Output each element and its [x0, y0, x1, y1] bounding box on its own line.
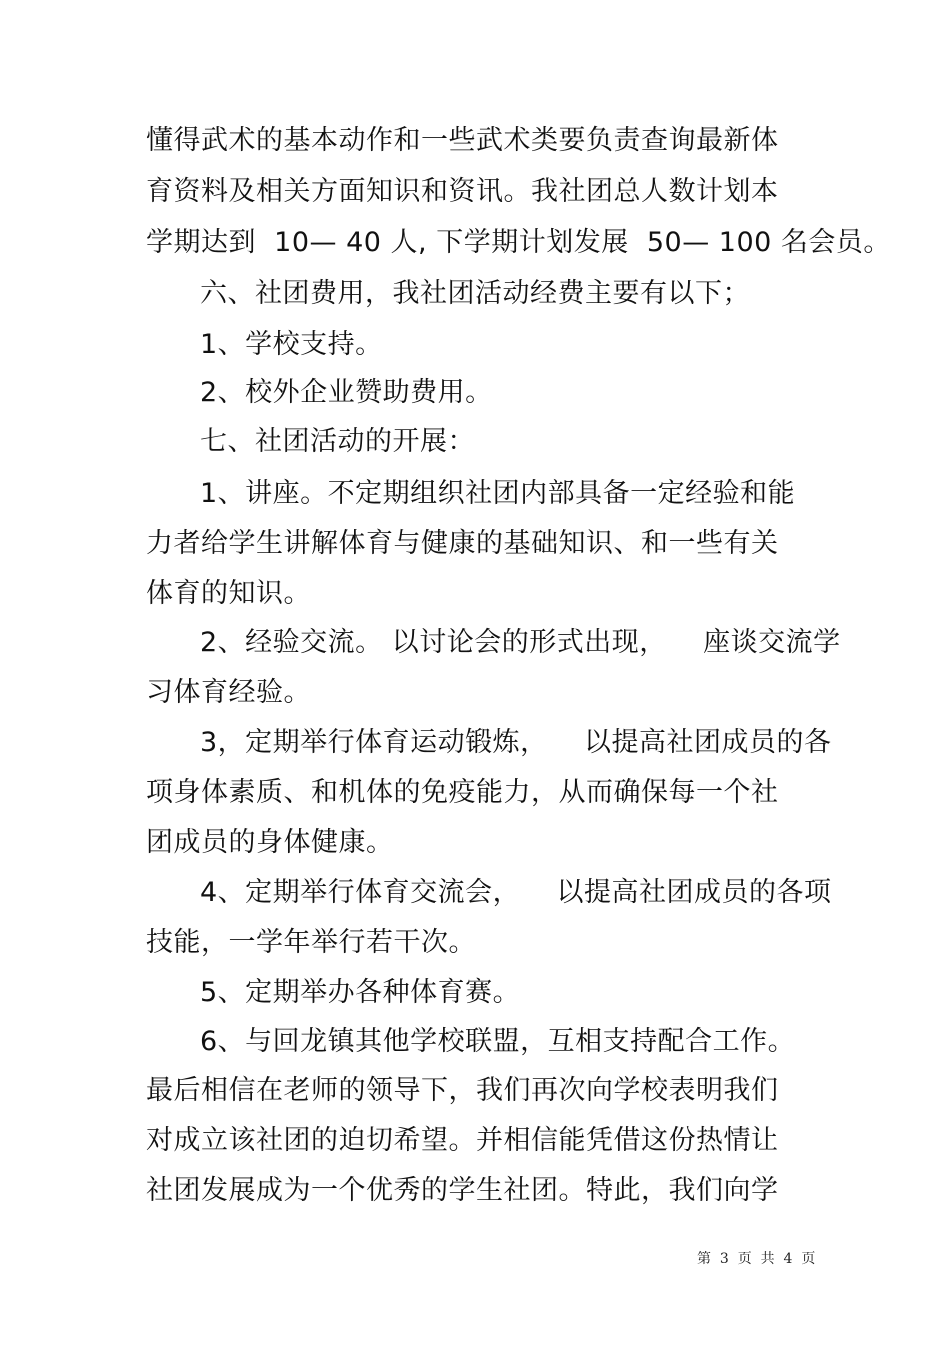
text-line: 体育的知识。	[146, 578, 311, 609]
text-line: 团成员的身体健康。	[146, 827, 394, 858]
list-item: 2、校外企业赞助费用。	[200, 377, 493, 408]
text-line: 社团发展成为一个优秀的学生社团。特此，我们向学	[146, 1175, 779, 1206]
text-line: 懂得武术的基本动作和一些武术类要负责查询最新体	[146, 125, 779, 156]
list-item: 1、讲座。不定期组织社团内部具备一定经验和能	[200, 478, 796, 509]
section-heading: 七、社团活动的开展：	[200, 426, 475, 457]
list-item: 5、定期举办各种体育赛。	[200, 977, 521, 1008]
text-line: 技能，一学年举行若干次。	[146, 927, 476, 958]
text-line: 习体育经验。	[146, 677, 311, 708]
list-item: 2、经验交流。 以讨论会的形式出现， 座谈交流学	[200, 627, 841, 658]
page-number: 第 3 页 共 4 页	[697, 1251, 816, 1267]
list-item: 6、与回龙镇其他学校联盟，互相支持配合工作。	[200, 1026, 796, 1057]
list-item: 3，定期举行体育运动锻炼， 以提高社团成员的各	[200, 727, 832, 758]
text-line: 学期达到 10— 40 人, 下学期计划发展 50— 100 名会员。	[146, 227, 891, 258]
text-line: 力者给学生讲解体育与健康的基础知识、和一些有关	[146, 528, 779, 559]
section-heading: 六、社团费用，我社团活动经费主要有以下；	[200, 278, 750, 309]
list-item: 4、定期举行体育交流会， 以提高社团成员的各项	[200, 877, 832, 908]
text-line: 对成立该社团的迫切希望。并相信能凭借这份热情让	[146, 1125, 779, 1156]
text-line: 项身体素质、和机体的免疫能力，从而确保每一个社	[146, 777, 779, 808]
text-line: 最后相信在老师的领导下，我们再次向学校表明我们	[146, 1075, 779, 1106]
list-item: 1、学校支持。	[200, 329, 383, 360]
text-line: 育资料及相关方面知识和资讯。我社团总人数计划本	[146, 176, 779, 207]
